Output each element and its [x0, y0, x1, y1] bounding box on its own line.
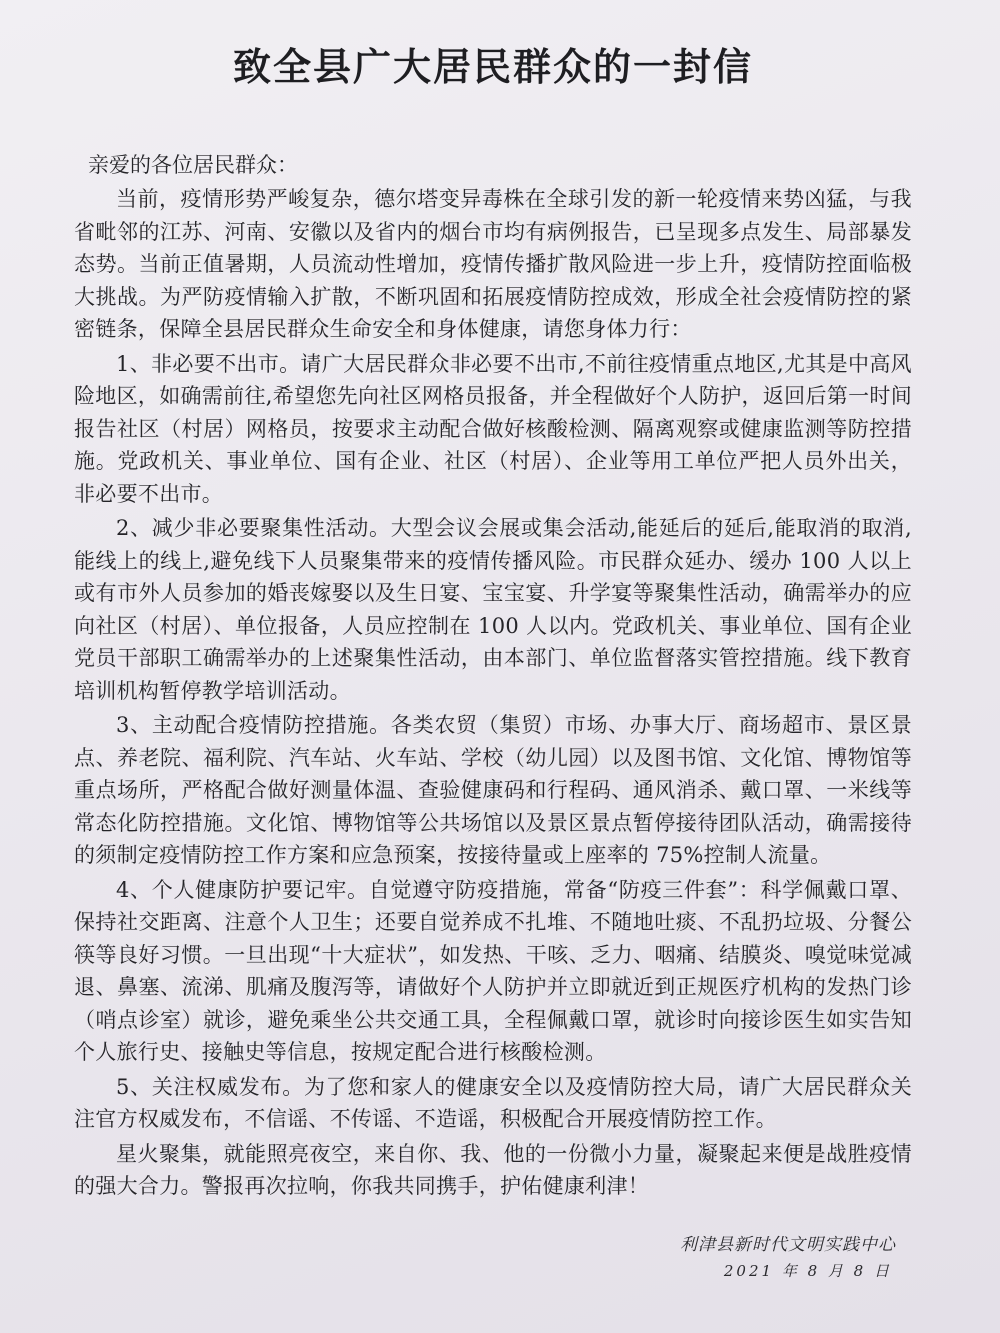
- paragraph-item-2: 2、减少非必要聚集性活动。大型会议会展或集会活动,能延后的延后,能取消的取消,能线上的线上,避免线下人员聚集带来的疫情传播风险。市民群众延办、缓办 100 人以上或有市外人员参加的婚丧嫁娶以及生日宴、宝宝宴、升学宴等聚集性活动，确需举办的应向社区（村居）、单位报备，人员应控制在 100 人以内。党政机关、事业单位、国有企业党员干部职工确需举办的上述聚集性活动，由本部门、单位监督落实管控措施。线下教育培训机构暂停教学培训活动。: [74, 516, 912, 703]
- letter-body: [74, 183, 912, 1203]
- letter-title: 致全县广大居民群众的一封信: [232, 44, 753, 89]
- letter-salutation: 亲爱的各位居民群众：: [88, 153, 298, 177]
- signature-block: [680, 1232, 896, 1284]
- signature-date: 2021 年 8 月 8 日: [723, 1262, 892, 1280]
- paragraph-item-4: 4、个人健康防护要记牢。自觉遵守防疫措施，常备“防疫三件套”：科学佩戴口罩、保持社交距离、注意个人卫生；还要自觉养成不扎堆、不随地吐痰、不乱扔垃圾、分餐公筷等良好习惯。一旦出现“十大症状”，如发热、干咳、乏力、咽痛、结膜炎、嗅觉味觉减退、鼻塞、流涕、肌痛及腹泻等，请做好个人防护并立即就近到正规医疗机构的发热门诊（哨点诊室）就诊，避免乘坐公共交通工具，全程佩戴口罩，就诊时向接诊医生如实告知个人旅行史、接触史等信息，按规定配合进行核酸检测。: [74, 877, 912, 1064]
- signature-organization: 利津县新时代文明实践中心: [680, 1235, 896, 1255]
- paragraph-item-1: 1、非必要不出市。请广大居民群众非必要不出市,不前往疫情重点地区,尤其是中高风险地区，如确需前往,希望您先向社区网格员报备，并全程做好个人防护，返回后第一时间报告社区（村居）网格员，按要求主动配合做好核酸检测、隔离观察或健康监测等防控措施。党政机关、事业单位、国有企业、社区（村居）、企业等用工单位严把人员外出关，非必要不出市。: [74, 351, 912, 506]
- paragraph-item-5: 5、关注权威发布。为了您和家人的健康安全以及疫情防控大局，请广大居民群众关注官方权威发布，不信谣、不传谣、不造谣，积极配合开展疫情防控工作。: [74, 1074, 912, 1131]
- paragraph-intro: 当前，疫情形势严峻复杂，德尔塔变异毒株在全球引发的新一轮疫情来势凶猛，与我省毗邻的江苏、河南、安徽以及省内的烟台市均有病例报告，已呈现多点发生、局部暴发态势。当前正值暑期，人员流动性增加，疫情传播扩散风险进一步上升，疫情防控面临极大挑战。为严防疫情输入扩散，不断巩固和拓展疫情防控成效，形成全社会疫情防控的紧密链条，保障全县居民群众生命安全和身体健康，请您身体力行：: [74, 187, 912, 341]
- paragraph-item-3: 3、主动配合疫情防控措施。各类农贸（集贸）市场、办事大厅、商场超市、景区景点、养老院、福利院、汽车站、火车站、学校（幼儿园）以及图书馆、文化馆、博物馆等重点场所，严格配合做好测量体温、查验健康码和行程码、通风消杀、戴口罩、一米线等常态化防控措施。文化馆、博物馆等公共场馆以及景区景点暂停接待团队活动，确需接待的须制定疫情防控工作方案和应急预案，按接待量或上座率的 75%控制人流量。: [74, 713, 912, 867]
- paragraph-closing: 星火聚集，就能照亮夜空，来自你、我、他的一份微小力量，凝聚起来便是战胜疫情的强大合力。警报再次拉响，你我共同携手，护佑健康利津！: [74, 1141, 912, 1198]
